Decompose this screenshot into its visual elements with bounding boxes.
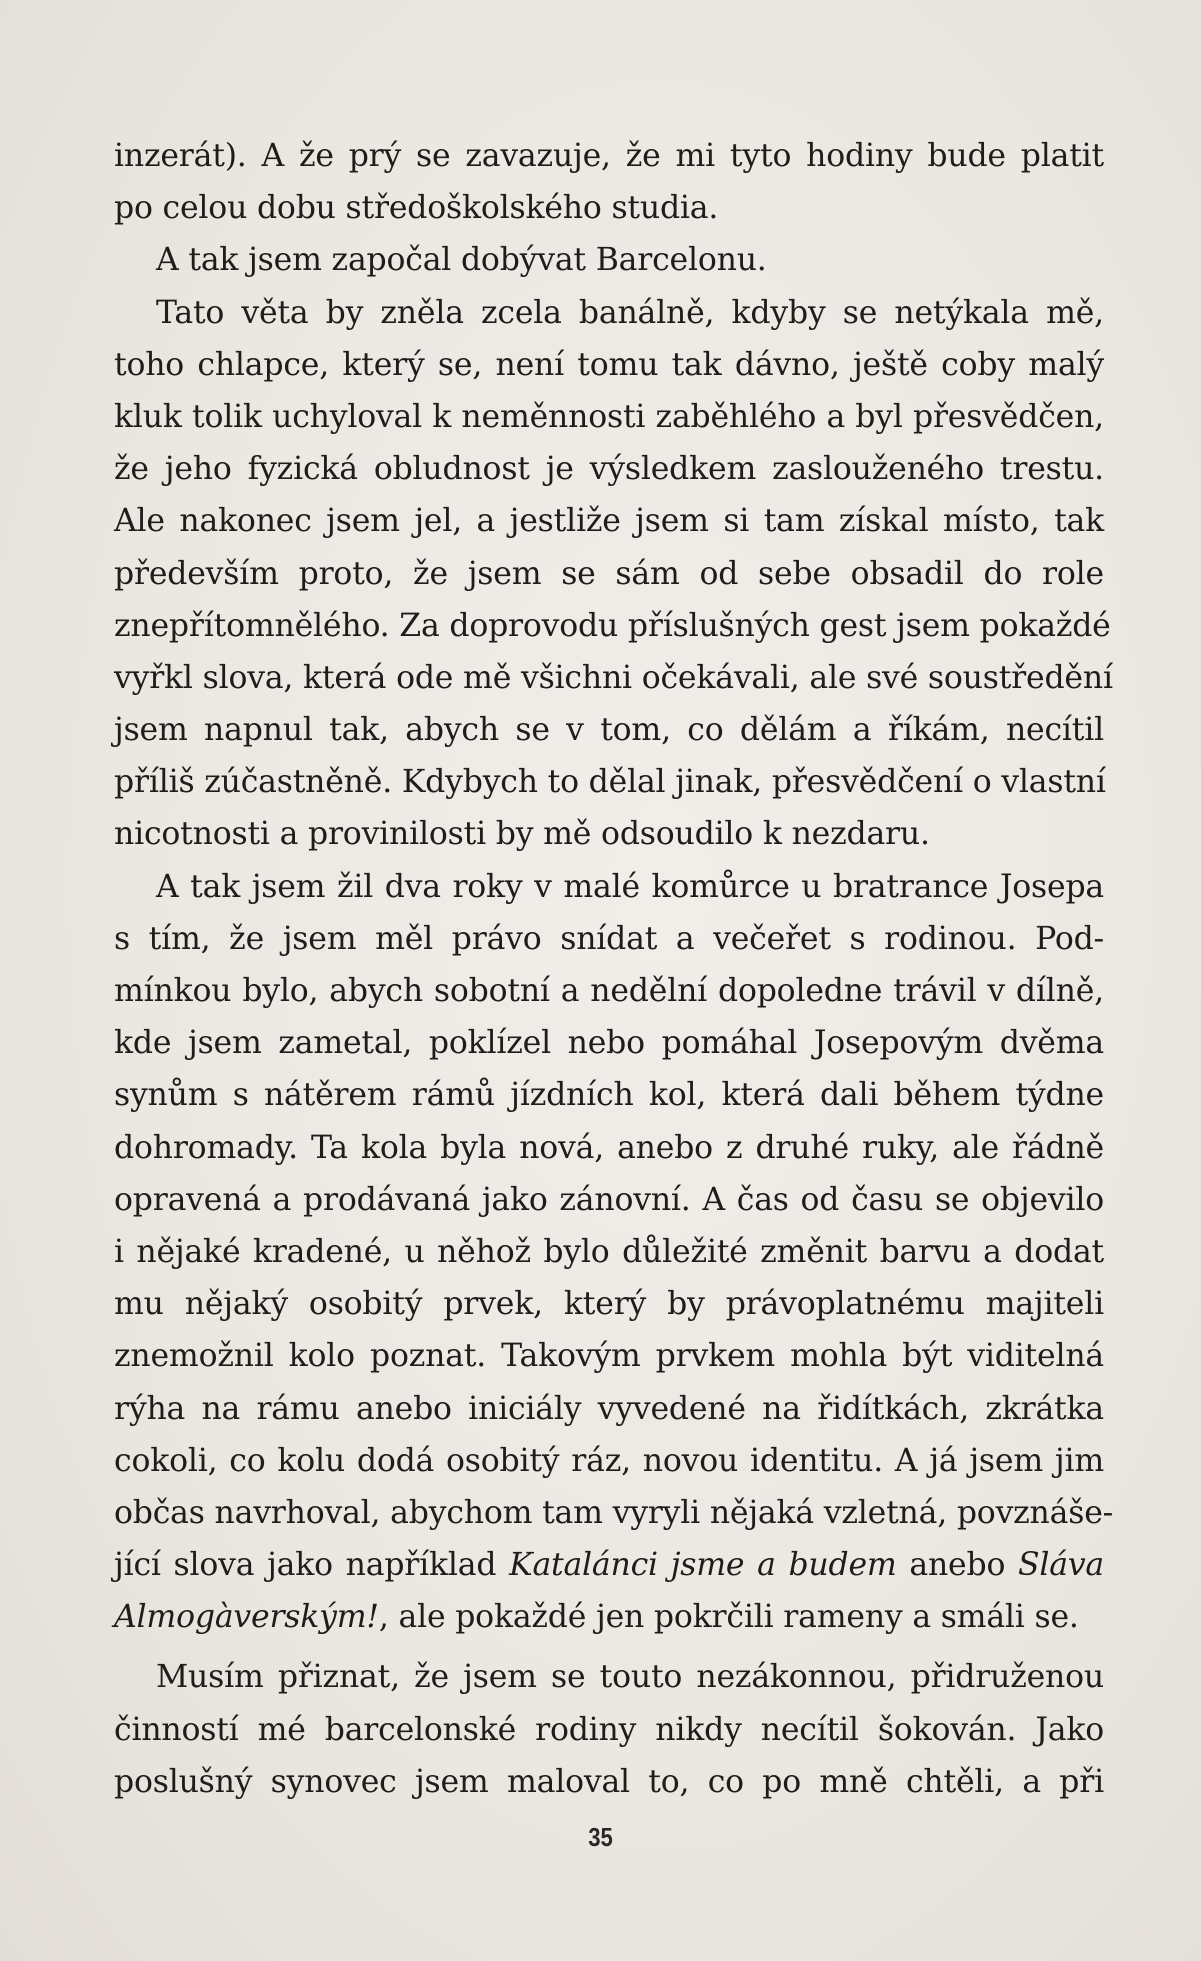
text-line: vyřkl slova, která ode mě všichni očekávali, ale své soustředění [114,659,1113,696]
text-line: rýha na rámu anebo iniciály vyvedené na řidítkách, zkrátka [114,1390,1104,1427]
line-segment: jící slova jako například [114,1547,510,1584]
page-number: 35 [588,1822,613,1852]
text-line: činností mé barcelonské rodiny nikdy necítil šokován. Jako [114,1711,1104,1748]
text-line: občas navrhoval, abychom tam vyryli nějaká vzletná, povznáše- [114,1494,1114,1531]
text-line: mínkou bylo, abych sobotní a nedělní dopoledne trávil v dílně, [114,973,1104,1009]
italic-phrase: Sláva [1017,1547,1104,1584]
paragraph-gap [114,1643,1104,1651]
italic-phrase: Almogàverským! [114,1599,379,1636]
text-line-with-italic [114,1591,1104,1643]
text-line: dohromady. Ta kola byla nová, anebo z druhé ruky, ale řádně [114,1129,1104,1166]
text-line: poslušný synovec jsem maloval to, co po mně chtěli, a při [114,1763,1104,1800]
text-line: i nějaké kradené, u něhož bylo důležité změnit barvu a dodat [114,1233,1104,1270]
text-line: s tím, že jsem měl právo snídat a večeřet s rodinou. Pod- [114,920,1104,957]
text-line: jsem napnul tak, abych se v tom, co dělám a říkám, necítil [114,712,1104,749]
text-line: především proto, že jsem se sám od sebe obsadil do role [114,555,1104,592]
text-line: nicotnosti a provinilosti by mě odsoudilo k nezdaru. [114,816,930,853]
text-line: opravená a prodávaná jako zánovní. A čas od času se objevilo [114,1181,1104,1218]
text-line: mu nějaký osobitý prvek, který by právoplatnému majiteli [114,1286,1104,1323]
text-line-with-italic [114,1539,1104,1591]
text-line: znepřítomnělého. Za doprovodu příslušných gest jsem pokaždé [114,607,1111,644]
body-text [114,130,1114,1808]
text-line: cokoli, co kolu dodá osobitý ráz, novou identitu. A já jsem jim [114,1442,1104,1479]
text-line: znemožnil kolo poznat. Takovým prvkem mohla být viditelná [114,1338,1104,1375]
italic-phrase: Katalánci jsme a budem [509,1547,897,1584]
text-line: Ale nakonec jsem jel, a jestliže jsem si tam získal místo, tak [114,503,1104,540]
text-line: inzerát). A že prý se zavazuje, že mi tyto hodiny bude platit [114,138,1104,174]
paragraph-start: A tak jsem žil dva roky v malé komůrce u bratrance Josepa [156,868,1104,905]
text-line: že jeho fyzická obludnost je výsledkem zaslouženého trestu. [114,451,1104,488]
text-line: příliš zúčastněně. Kdybych to dělal jinak, přesvědčení o vlastní [114,764,1106,801]
text-line: po celou dobu středoškolského studia. [114,190,719,227]
line-segment: anebo [896,1547,1018,1584]
text-line: kde jsem zametal, poklízel nebo pomáhal Josepovým dvěma [114,1025,1104,1062]
text-line: kluk tolik uchyloval k neměnnosti zaběhlého a byl přesvědčen, [114,398,1104,435]
text-line: synům s nátěrem rámů jízdních kol, která dali během týdne [114,1077,1104,1114]
paragraph-start: Tato věta by zněla zcela banálně, kdyby se netýkala mě, [156,294,1104,331]
line-segment: , ale pokaždé jen pokrčili rameny a smáli se. [378,1599,1079,1636]
paragraph-start: A tak jsem započal dobývat Barcelonu. [156,242,767,279]
paragraph-start: Musím přiznat, že jsem se touto nezákonnou, přidruženou [156,1659,1104,1696]
text-line: toho chlapce, který se, není tomu tak dávno, ještě coby malý [114,346,1104,383]
